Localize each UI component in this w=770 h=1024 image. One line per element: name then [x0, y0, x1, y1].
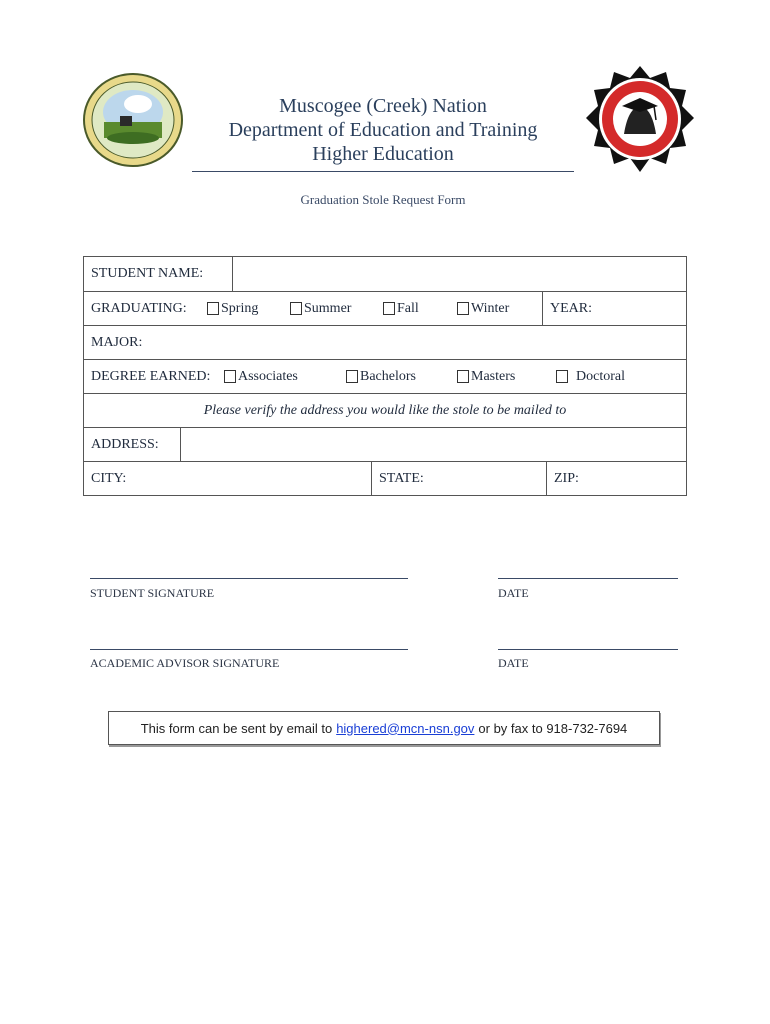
org-title: Muscogee (Creek) Nation — [279, 95, 487, 117]
student-date-label: DATE — [498, 586, 529, 600]
address-label: ADDRESS: — [91, 436, 159, 452]
spring-label: Spring — [221, 300, 259, 316]
summer-checkbox[interactable] — [290, 302, 302, 315]
degree-masters-option[interactable] — [457, 360, 515, 393]
term-winter-option[interactable] — [457, 292, 509, 325]
bachelors-checkbox[interactable] — [346, 370, 358, 383]
city-state-zip-row — [84, 461, 686, 495]
summer-label: Summer — [304, 300, 352, 316]
verify-row — [84, 393, 686, 427]
title-divider — [192, 171, 574, 172]
notice-suffix: or by fax to 918-732-7694 — [478, 720, 628, 736]
state-label: STATE: — [379, 470, 424, 486]
winter-label: Winter — [471, 300, 510, 316]
advisor-date-label: DATE — [498, 656, 529, 670]
graduating-label: GRADUATING: — [91, 300, 187, 316]
program-title: Higher Education — [312, 143, 454, 165]
fall-label: Fall — [397, 300, 419, 316]
doctoral-checkbox[interactable] — [556, 370, 568, 383]
submission-notice — [108, 711, 660, 745]
great-seal-icon — [82, 72, 184, 168]
notice-prefix: This form can be sent by email to — [140, 720, 333, 736]
masters-checkbox[interactable] — [457, 370, 469, 383]
student-signature-line[interactable] — [90, 578, 408, 579]
term-fall-option[interactable] — [383, 292, 419, 325]
student-date-line[interactable] — [498, 578, 678, 579]
advisor-signature-label: ACADEMIC ADVISOR SIGNATURE — [90, 656, 280, 670]
city-field[interactable] — [84, 462, 371, 495]
masters-label: Masters — [471, 368, 516, 384]
term-spring-option[interactable] — [207, 292, 258, 325]
higher-education-seal-icon — [584, 64, 696, 174]
degree-label: DEGREE EARNED: — [91, 368, 211, 384]
year-field[interactable] — [542, 292, 686, 325]
doctoral-label: Doctoral — [576, 368, 625, 384]
associates-checkbox[interactable] — [224, 370, 236, 383]
city-label: CITY: — [91, 470, 127, 486]
bachelors-label: Bachelors — [360, 368, 416, 384]
form-subtitle: Graduation Stole Request Form — [300, 192, 466, 207]
major-field[interactable] — [84, 326, 686, 359]
degree-bachelors-option[interactable] — [346, 360, 416, 393]
major-row — [84, 325, 686, 359]
address-field[interactable] — [180, 428, 686, 461]
degree-doctoral-option[interactable] — [556, 360, 625, 393]
fall-checkbox[interactable] — [383, 302, 395, 315]
student-name-field[interactable] — [232, 257, 686, 291]
graduating-row — [84, 291, 686, 325]
zip-label: ZIP: — [554, 470, 579, 486]
department-title: Department of Education and Training — [228, 119, 538, 141]
student-signature-label: STUDENT SIGNATURE — [90, 586, 215, 600]
term-summer-option[interactable] — [290, 292, 351, 325]
student-name-row — [84, 257, 686, 291]
advisor-date-line[interactable] — [498, 649, 678, 650]
year-label: YEAR: — [550, 300, 592, 316]
student-name-label: STUDENT NAME: — [91, 266, 204, 281]
winter-checkbox[interactable] — [457, 302, 469, 315]
associates-label: Associates — [238, 368, 298, 384]
degree-associates-option[interactable] — [224, 360, 298, 393]
request-form-table — [83, 256, 687, 496]
zip-field[interactable] — [546, 462, 686, 495]
email-link[interactable]: highered@mcn-nsn.gov — [336, 720, 475, 736]
state-field[interactable] — [371, 462, 546, 495]
address-row — [84, 427, 686, 461]
advisor-signature-line[interactable] — [90, 649, 408, 650]
spring-checkbox[interactable] — [207, 302, 219, 315]
major-label: MAJOR: — [91, 334, 143, 350]
title-block — [192, 94, 574, 166]
degree-row — [84, 359, 686, 393]
verify-address-instruction: Please verify the address you would like the stole to be mailed to — [203, 402, 567, 418]
